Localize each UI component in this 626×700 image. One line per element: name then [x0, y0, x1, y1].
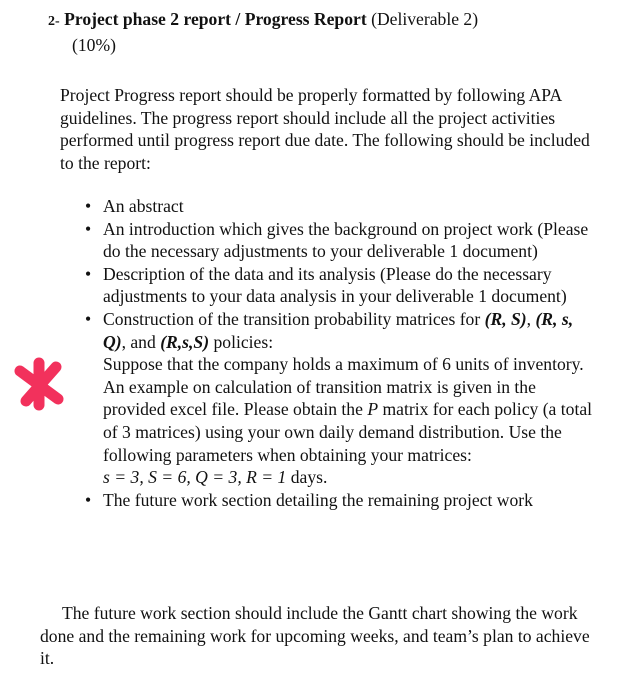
bullet-icon: •: [85, 263, 92, 284]
policy-separator: , and: [121, 331, 161, 352]
item-matrices-lead: Construction of the transition probability matrices for: [103, 308, 485, 329]
intro-paragraph: Project Progress report should be properly formatted by following APA guidelines. The progress report should include all the project activities performed until progress report due date. The following should be included to the report:: [60, 85, 590, 173]
item-future-work: The future work section detailing the remaining project work: [103, 489, 533, 510]
parameters-formula: s = 3, S = 6, Q = 3, R = 1: [103, 467, 287, 488]
policies-tail: policies:: [209, 331, 274, 352]
section-weight: (10%): [72, 34, 116, 55]
section-number: 2-: [48, 14, 60, 29]
policy-rsq: (R, s, Q): [103, 308, 574, 352]
list-item: [85, 195, 597, 218]
policy-separator: ,: [526, 308, 536, 329]
parameters-line: [103, 466, 597, 489]
list-item: [85, 263, 597, 308]
item-data-description: Description of the data and its analysis (Please do the necessary adjustments to your data analysis in your deliverable 1 document): [103, 263, 567, 307]
matrices-body-b: matrix for each policy (a total of 3 matrices) using your own daily demand distribution. Use the following parameters when obtaining your matrices:: [103, 399, 593, 465]
list-item: [85, 308, 597, 489]
matrices-description: [103, 353, 597, 466]
matrices-body-a: Suppose that the company holds a maximum of 6 units of inventory. An example on calculation of transition matrix is given in the provided excel file. Please obtain the: [103, 354, 584, 420]
section-heading: [48, 8, 588, 56]
section-title: Project phase 2 report / Progress Report: [64, 9, 367, 29]
closing-paragraph: [40, 602, 600, 670]
bullet-icon: •: [85, 308, 92, 329]
item-introduction: An introduction which gives the background on project work (Please do the necessary adjustments to your deliverable 1 document): [103, 218, 589, 262]
list-item: [85, 218, 597, 263]
hand-drawn-star-icon: [10, 355, 68, 413]
policy-rs: (R, S): [484, 308, 527, 329]
bullet-icon: •: [85, 218, 92, 239]
closing-rest: the work done and the remaining work for upcoming weeks, and team’s plan to achieve it.: [40, 603, 590, 669]
requirements-list: [85, 195, 597, 511]
parameters-unit: days.: [286, 467, 328, 488]
policy-rss: (R,s,S): [160, 331, 210, 352]
bullet-icon: •: [85, 489, 92, 510]
p-matrix-symbol: P: [367, 399, 379, 420]
list-item: [85, 489, 597, 512]
bullet-icon: •: [85, 196, 92, 216]
item-abstract: An abstract: [103, 196, 184, 216]
closing-line-1: The future work section should include the Gantt chart showing: [62, 603, 512, 623]
section-deliverable: (Deliverable 2): [371, 9, 479, 29]
